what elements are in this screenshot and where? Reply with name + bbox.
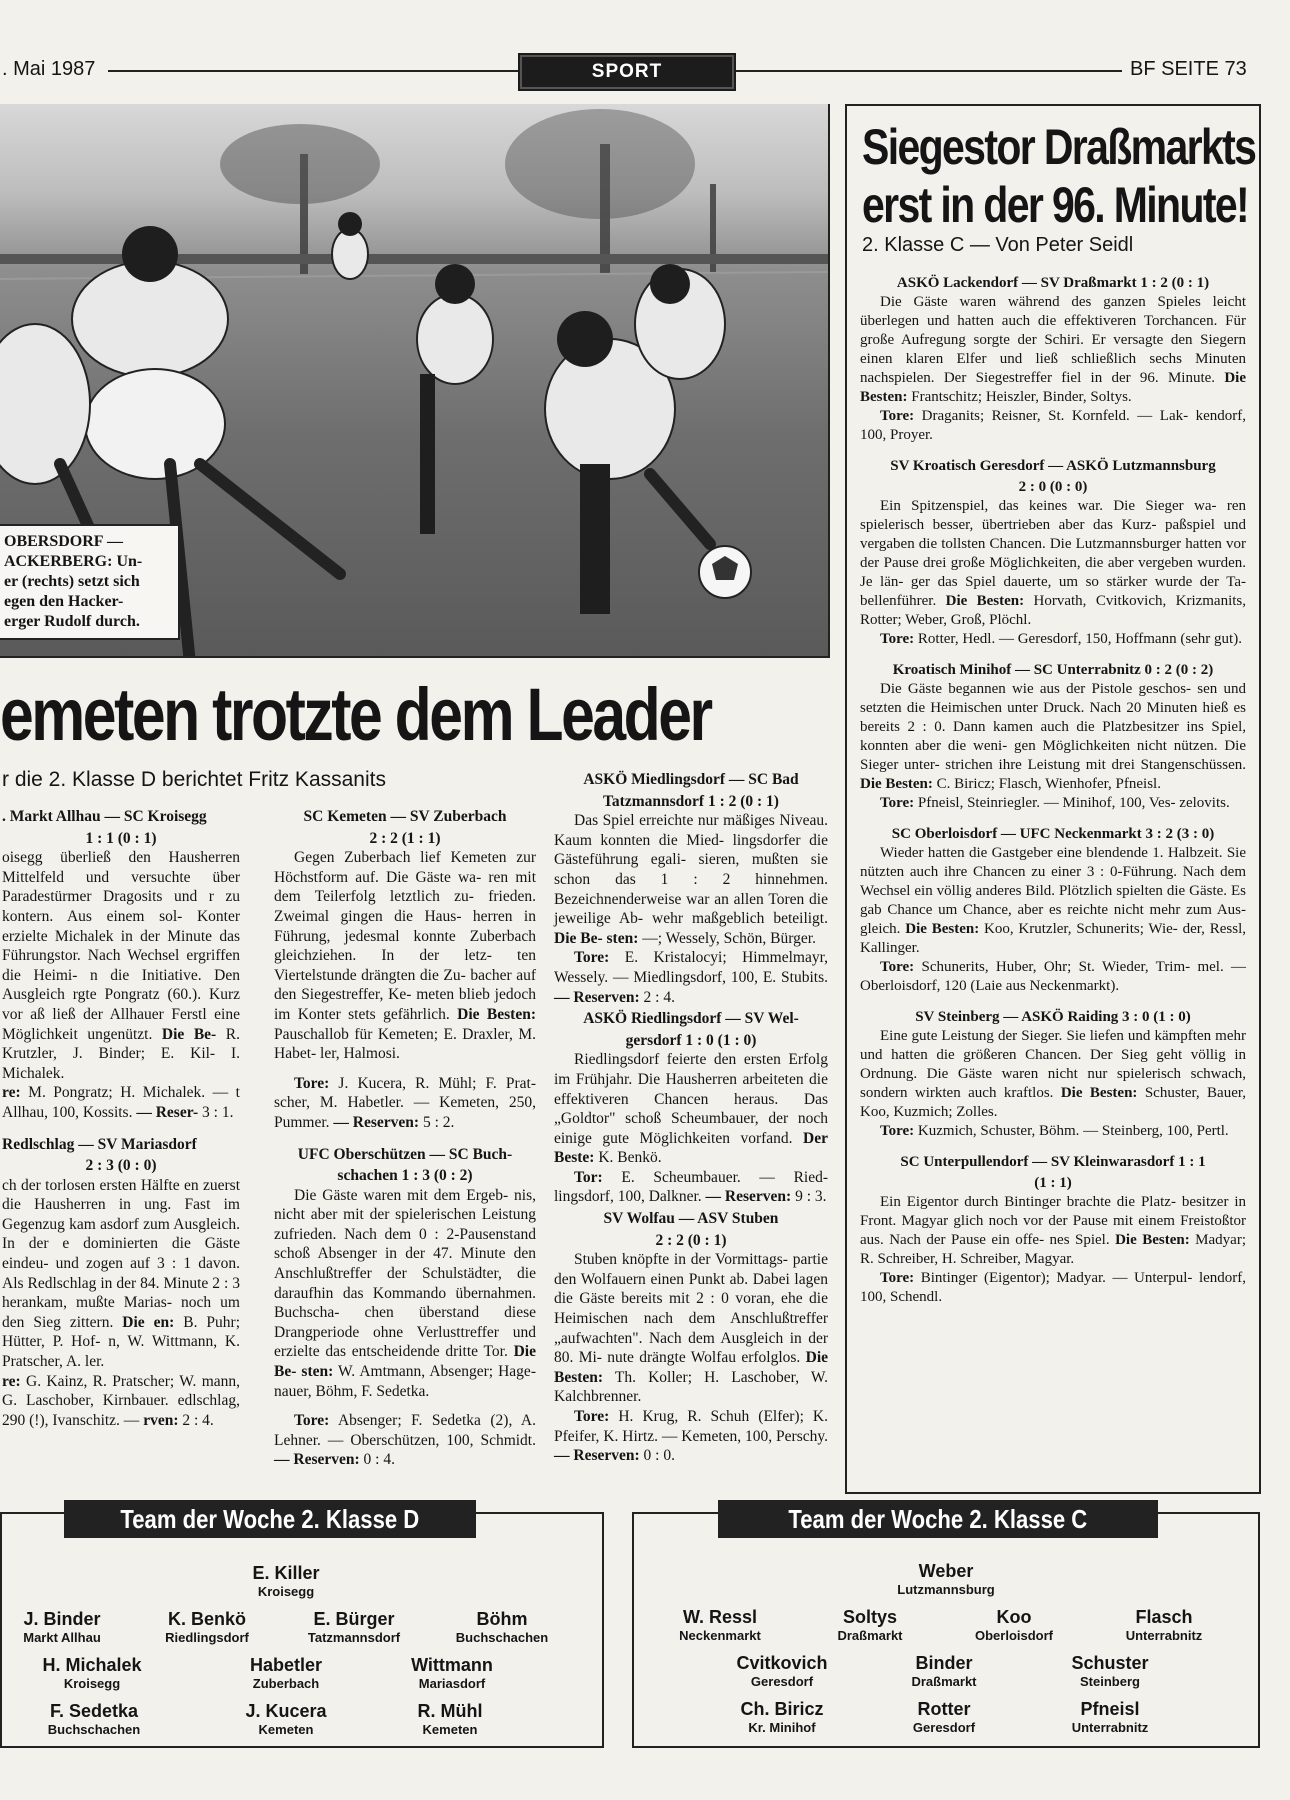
- caption-line: egen den Hacker-: [4, 593, 124, 610]
- team-player: E. Killer Kroisegg: [252, 1563, 320, 1599]
- team-of-week-c: [632, 1504, 1260, 1748]
- match-score: 2 : 2 (1 : 1): [369, 829, 441, 847]
- sidebar-byline: 2. Klasse C — Von Peter Seidl: [862, 234, 1134, 256]
- match-report: Ein Spitzenspiel, das keines war. Die Sieger wa- ren spielerisch besser, übertrieben aber das Kurz- paßspiel und vergaben die tollsten Chancen. Die Lutzmannsburger hatten vor der Pause drei große Möglichkeiten, die aber vergeben wurden. Je län- ger das Spiel dauerte, um so stärker wurde der Ta- bellenführer. Die Besten: Horvath, Cvitkovich, Krizmanits, Rotter; Weber, Groß, Plöchl.: [860, 498, 1247, 628]
- match-title: . Markt Allhau — SC Kroisegg: [2, 808, 207, 825]
- match-goals: Tore: H. Krug, R. Schuh (Elfer); K. Pfeifer, K. Hirtz. — Kemeten, 100, Perschy. — Reserven: 0 : 0.: [554, 1408, 828, 1465]
- main-byline: r die 2. Klasse D berichtet Fritz Kassanits: [2, 768, 386, 791]
- issue-date: . Mai 1987: [2, 58, 96, 80]
- team-player: Weber Lutzmannsburg: [897, 1561, 995, 1597]
- match-goals: re: M. Pongratz; H. Michalek. — t Allhau, 100, Kossits. — Reser- 3 : 1.: [2, 1084, 240, 1121]
- sidebar-column: [860, 272, 1246, 1307]
- section-label: SPORT: [520, 55, 734, 89]
- sidebar-headline-line: Siegestor Draßmarkts: [862, 119, 1256, 175]
- header-rule-left: [108, 70, 518, 72]
- match-goals: Tore: E. Kristalocyi; Himmelmayr, Wessely. — Miedlingsdorf, 100, E. Stubits. — Reserven: 2 : 4.: [554, 949, 828, 1006]
- header-rule-right: [736, 70, 1122, 72]
- match-goals: Tore: Absenger; F. Sedetka (2), A. Lehner. — Oberschützen, 100, Schmidt. — Reserven: 0 : 4.: [274, 1412, 536, 1469]
- team-player: F. Sedetka Buchschachen: [47, 1701, 141, 1737]
- match-title: ASKÖ Lackendorf — SV Draßmarkt 1 : 2 (0 : 1): [896, 275, 1210, 291]
- match-title: SC Oberloisdorf — UFC Neckenmarkt 3 : 2 (3 : 0): [891, 826, 1215, 842]
- match-report: Ein Eigentor durch Bintinger brachte die Platz- besitzer in Front. Magyar glich noch vor der Pause mit einem Freistoßtor aus. Nach der Pause ein offe- nes Spiel. Die Besten: Madyar; R. Schreiber, H. Schreiber, Magyar.: [860, 1194, 1246, 1267]
- match-report: Riedlingsdorf feierte den ersten Erfolg im Frühjahr. Die Hausherren arbeiteten die effektiveren Chancen heraus. Das „Goldtor" schoß Scheumbauer, der noch einige gute Möglichkeiten vorfand. Der Beste: K. Benkö.: [554, 1051, 828, 1167]
- match-report: Die Gäste waren während des ganzen Spieles leicht überlegen und hatten auch die effektiveren Torchancen. Für große Aufregung sorgte der Schiri. Er versagte den Siegern einen klaren Elfer und ließ schließlich sechs Minuten nachspielen. Der Siegestreffer fiel in der 96. Minute. Die Besten: Frantschitz; Heiszler, Binder, Soltys.: [860, 294, 1246, 405]
- sidebar-headline-line: erst in der 96. Minute!: [862, 177, 1249, 233]
- team-player: Binder Draßmarkt: [911, 1653, 977, 1689]
- team-player: J. Kucera Kemeten: [245, 1701, 327, 1737]
- team-player: Pfneisl Unterrabnitz: [1071, 1699, 1149, 1735]
- team-player: R. Mühl Kemeten: [417, 1701, 483, 1737]
- match-title: SV Kroatisch Geresdorf — ASKÖ Lutzmannsburg: [890, 458, 1216, 474]
- article-column-3: [554, 768, 828, 1466]
- team-of-week-d-title: Team der Woche 2. Klasse D: [64, 1500, 476, 1538]
- main-headline: emeten trotzte dem Leader: [0, 673, 711, 756]
- caption-line: erger Rudolf durch.: [4, 613, 140, 630]
- team-player: H. Michalek Kroisegg: [42, 1655, 142, 1691]
- match-title: schachen 1 : 3 (0 : 2): [337, 1167, 473, 1185]
- team-player: Koo Oberloisdorf: [974, 1607, 1054, 1643]
- team-player: Cvitkovich Geresdorf: [736, 1653, 828, 1689]
- match-goals: re: G. Kainz, R. Pratscher; W. mann, G. Laschober, Kirnbauer. edlschlag, 290 (!), Ivanschitz. — rven: 2 : 4.: [2, 1372, 241, 1429]
- team-player: Habetler Zuberbach: [249, 1655, 323, 1691]
- sidebar-headline: [862, 118, 1255, 234]
- team-player: Schuster Steinberg: [1071, 1653, 1149, 1689]
- match-goals: Tore: Rotter, Hedl. — Geresdorf, 150, Hoffmann (sehr gut).: [880, 631, 1242, 647]
- match-report: Die Gäste begannen wie aus der Pistole geschos- sen und setzten die Heimischen unter Druck. Nach 20 Minuten hieß es bereits 2 : 0. Dann kamen auch die Platzbesitzer ins Spiel, konnten aber die weni- gen Möglichkeiten nicht nützen. Die Sieger unter- strichen ihre Leistung mit drei Stangenschüssen. Die Besten: C. Biricz; Flasch, Wienhofer, Pfneisl.: [860, 681, 1246, 792]
- match-report: Gegen Zuberbach lief Kemeten zur Höchstform auf. Die Gäste wa- ren mit dem Teilerfolg letztlich zu- frieden. Zweimal gingen die Haus- herren in Führung, jedesmal konnte Zuberbach gleichziehen. In der letz- ten Viertelstunde drängten die Zu- bacher auf den Siegestreffer, Ke- meten blieb jedoch im Konter stets gefährlich. Die Besten: Pauschallob für Kemeten; E. Draxler, M. Habet- ler, Halmosi.: [274, 849, 536, 1063]
- photo-caption: [0, 524, 180, 640]
- page-number: BF SEITE 73: [1130, 58, 1247, 80]
- team-player: Böhm Buchschachen: [455, 1609, 549, 1645]
- match-goals: Tore: Draganits; Reisner, St. Kornfeld. — Lak- kendorf, 100, Proyer.: [860, 408, 1246, 443]
- team-player: Soltys Draßmarkt: [837, 1607, 903, 1643]
- match-goals: Tor: E. Scheumbauer. — Ried- lingsdorf, 100, Dalkner. — Reserven: 9 : 3.: [554, 1168, 828, 1206]
- match-title: Redlschlag — SV Mariasdorf: [2, 1135, 197, 1153]
- match-title: UFC Oberschützen — SC Buch-: [297, 1145, 513, 1163]
- match-score: 1 : 1 (0 : 1): [85, 829, 157, 847]
- match-title: SC Unterpullendorf — SV Kleinwarasdorf 1 : 1: [900, 1154, 1206, 1170]
- match-goals: Tore: Schunerits, Huber, Ohr; St. Wieder, Trim- mel. — Oberloisdorf, 120 (Laie aus Neckenmarkt).: [860, 959, 1247, 994]
- match-title: SC Kemeten — SV Zuberbach: [303, 808, 507, 825]
- caption-line: ACKERBERG: Un-: [4, 553, 143, 570]
- team-player: Flasch Unterrabnitz: [1125, 1607, 1203, 1643]
- match-report: Eine gute Leistung der Sieger. Sie liefen und kämpften mehr und hatten die größeren Chancen. Der Sieg geht völlig in Ordnung. Die Gäste waren nicht nur spielerisch schwach, sondern wirkten auch kraftlos. Die Besten: Schuster, Bauer, Koo, Kuzmich; Zolles.: [860, 1028, 1247, 1120]
- article-column-2: [274, 805, 536, 1470]
- team-player: W. Ressl Neckenmarkt: [679, 1607, 761, 1643]
- caption-line: er (rechts) setzt sich: [4, 573, 140, 590]
- team-player: E. Bürger Tatzmannsdorf: [307, 1609, 401, 1645]
- match-report: Stuben knöpfte in der Vormittags- partie den Wolfauern einen Punkt ab. Dabei lagen die Gäste bereits mit 2 : 0 voran, ehe die Heimischen nach dem Anschlußtreffer „aufwachten". Nach dem Ausgleich in der 80. Mi- nute drängte Wolfau erfolglos. Die Besten: Th. Koller; H. Laschober, W. Kalchbrenner.: [554, 1251, 829, 1406]
- team-of-week-d: [0, 1504, 604, 1748]
- match-title: Kroatisch Minihof — SC Unterrabnitz 0 : 2 (0 : 2): [892, 662, 1214, 678]
- caption-line: OBERSDORF —: [4, 533, 123, 550]
- match-score: 2 : 3 (0 : 0): [85, 1157, 157, 1175]
- match-score: (1 : 1): [1034, 1175, 1072, 1191]
- match-title: Tatzmannsdorf 1 : 2 (0 : 1): [603, 792, 779, 810]
- match-score: 2 : 2 (0 : 1): [655, 1231, 727, 1249]
- team-player: Ch. Biricz Kr. Minihof: [740, 1699, 824, 1735]
- match-report: oisegg überließ den Hausherren Mittelfeld und versuchte über Paradestürmer Dragosits und r zu kontern. Aus einem sol- Konter erzielte Michalek in der Minute das Führungstor. Nach Wechsel ergriffen die Heimi- n die Initiative. Den Ausgleich rgte Pongratz (60.). Kurz vor aß ließ der Allhauer Ferstl eine Möglichkeit ungenützt. Die Be- R. Krutzler, J. Binder; E. Kil- I. Michalek.: [2, 849, 240, 1082]
- match-report: ch der torlosen ersten Hälfte en zuerst die Hausherren in ung. Fast im Gegenzug kam asdorf zum Ausgleich. In der e dominierten die Gäste eindeu- und zogen auf 3 : 1 davon. Als Redlschlag in der 84. Minute 2 : 3 herankam, mußte Marias- noch um den Sieg zittern. Die en: B. Puhr; Hütter, P. Hof- n, W. Wittmann, K. Pratscher, A. ler.: [2, 1176, 241, 1371]
- match-goals: Tore: Pfneisl, Steinriegler. — Minihof, 100, Ves- zelovits.: [880, 795, 1230, 811]
- team-player: Wittmann Mariasdorf: [411, 1655, 493, 1691]
- match-goals: Tore: Bintinger (Eigentor); Madyar. — Unterpul- lendorf, 100, Schendl.: [860, 1270, 1247, 1305]
- team-of-week-c-title: Team der Woche 2. Klasse C: [718, 1500, 1158, 1538]
- match-title: ASKÖ Riedlingsdorf — SV Wel-: [583, 1010, 799, 1028]
- match-title: SV Steinberg — ASKÖ Raiding 3 : 0 (1 : 0): [915, 1009, 1191, 1025]
- team-player: J. Binder Markt Allhau: [23, 1609, 101, 1645]
- match-report: Das Spiel erreichte nur mäßiges Niveau. Kaum konnten die Mied- lingsdorfer die Gästeführung egali- sieren, mußten sie schon das 1 : 2 hinnehmen. Bezeichnenderweise war an allen Toren die jeweilige Ab- wehr maßgeblich beteiligt. Die Be- sten: —; Wessely, Schön, Bürger.: [554, 812, 828, 947]
- team-player: K. Benkö Riedlingsdorf: [165, 1609, 249, 1645]
- match-title: ASKÖ Miedlingsdorf — SC Bad: [583, 771, 799, 788]
- match-goals: Tore: J. Kucera, R. Mühl; F. Prat- scher, M. Habetler. — Kemeten, 250, Pummer. — Reserven: 5 : 2.: [274, 1074, 536, 1131]
- article-column-1: [2, 805, 240, 1430]
- team-player: Rotter Geresdorf: [912, 1699, 976, 1735]
- match-score: 2 : 0 (0 : 0): [1018, 479, 1088, 495]
- match-report: Wieder hatten die Gastgeber eine blendende 1. Halbzeit. Sie nützten auch ihre Chancen zu einer 3 : 0-Führung. Nach dem Wechsel ein völlig anderes Bild. Plötzlich spielten die Gäste. Es gab Chance um Chance, aber es reichte nicht mehr zum Aus- gleich. Die Besten: Koo, Krutzler, Schunerits; Wie- der, Ressl, Kallinger.: [860, 845, 1246, 956]
- match-title: SV Wolfau — ASV Stuben: [603, 1210, 779, 1228]
- match-report: Die Gäste waren mit dem Ergeb- nis, nicht aber mit der spielerischen Leistung zufrieden. Nach dem 0 : 2-Pausenstand schoß Absenger in der 47. Minute den Anschlußtreffer der Schulstädter, die daraufhin das Kommando übernahmen. Buchscha- chen überstand diese Drangperiode ohne Verlusttreffer und erzielte das entscheidende dritte Tor. Die Be- sten: W. Amtmann, Absenger; Hage- nauer, Böhm, F. Sedetka.: [274, 1186, 536, 1400]
- match-title: gersdorf 1 : 0 (1 : 0): [625, 1031, 757, 1049]
- match-goals: Tore: Kuzmich, Schuster, Böhm. — Steinberg, 100, Pertl.: [880, 1123, 1229, 1139]
